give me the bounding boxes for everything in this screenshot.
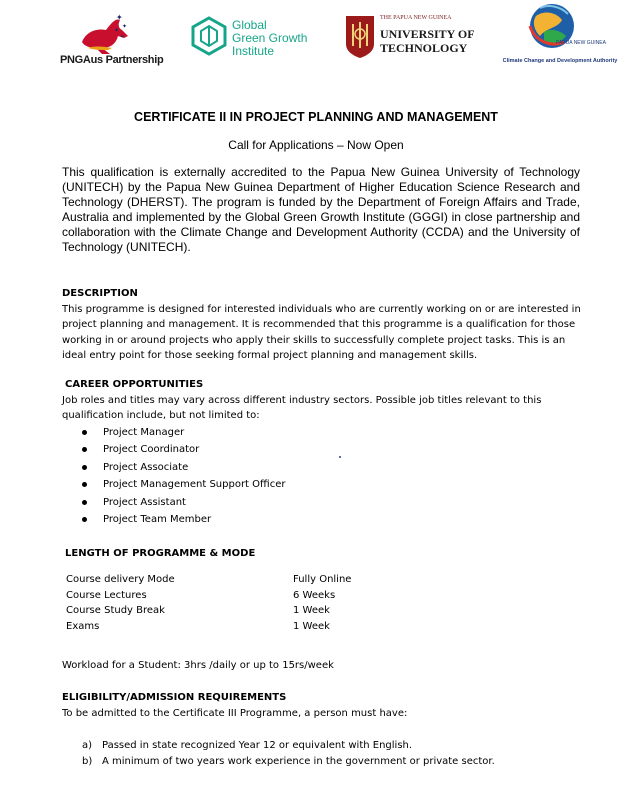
job-title: Project Team Member [103, 514, 212, 525]
eligibility-heading: ELIGIBILITY/ADMISSION REQUIREMENTS [62, 692, 287, 703]
job-title: Project Assistant [103, 496, 186, 508]
gggi-logo [190, 16, 320, 60]
career-section [62, 377, 586, 529]
job-title: Project Coordinator [103, 444, 200, 455]
intro-paragraph: This qualification is externally accredited to the Papua New Guinea University of Technology (UNITECH) by the Papua New Guinea Department of Higher Education Science Research and Technology (DHERST). The program is funded by the Department of Foreign Affairs and Trade, Australia and implemented by the Global Green Growth Institute (GGGI) in close partnership and collaboration with the Climate Change and Development Authority (CCDA) and the University of Technology (UNITECH). [62, 165, 580, 254]
table-row [66, 588, 486, 604]
gggi-hexagon-icon [190, 16, 228, 56]
requirement-text: A minimum of two years work experience in the government or private sector. [102, 756, 495, 767]
description-section [62, 286, 586, 364]
document-subtitle: Call for Applications – Now Open [228, 138, 404, 152]
table-row [66, 619, 486, 635]
ccda-logo [500, 2, 620, 68]
bullet-icon [82, 500, 87, 505]
unitech-crest-icon [344, 14, 376, 58]
length-section [62, 546, 586, 562]
list-item [62, 494, 586, 512]
programme-mode-table [66, 572, 486, 634]
job-title: Project Management Support Officer [103, 479, 286, 490]
eligibility-text: To be admitted to the Certificate III Programme, a person must have: [62, 707, 408, 719]
svg-text:✦: ✦ [120, 34, 125, 40]
pngaus-logo-text: PNGAus Partnership [60, 54, 164, 66]
list-item [62, 754, 586, 770]
pngaus-partnership-logo [58, 8, 162, 70]
ccda-logo-arc-text: PAPUA NEW GUINEA [556, 40, 606, 46]
requirement-list [62, 738, 586, 770]
job-title-list [62, 424, 586, 529]
kangaroo-icon [58, 8, 162, 56]
mode-value: 1 Week [293, 605, 330, 616]
ccda-globe-icon [500, 2, 620, 58]
bullet-icon [82, 447, 87, 452]
mode-value: Fully Online [293, 574, 352, 585]
bullet-icon [82, 517, 87, 522]
bullet-icon [82, 430, 87, 435]
svg-text:✦: ✦ [122, 24, 128, 30]
eligibility-section [62, 690, 586, 770]
ccda-logo-text: Climate Change and Development Authority [502, 58, 618, 64]
length-heading: LENGTH OF PROGRAMME & MODE [65, 548, 256, 559]
list-marker: a) [82, 740, 93, 751]
mode-label: Course Lectures [66, 589, 147, 601]
description-heading: DESCRIPTION [62, 288, 138, 299]
list-item [62, 441, 586, 459]
list-item [62, 424, 586, 442]
job-title: Project Associate [103, 461, 189, 473]
unitech-logo [344, 14, 474, 58]
unitech-logo-line2: TECHNOLOGY [380, 41, 468, 55]
career-heading: CAREER OPPORTUNITIES [65, 379, 204, 390]
table-row [66, 572, 486, 588]
mode-label: Course Study Break [66, 605, 165, 616]
list-item [62, 511, 586, 529]
unitech-logo-line1: UNIVERSITY OF [380, 27, 475, 41]
workload-text: Workload for a Student: 3hrs /daily or up to 15rs/week [62, 660, 334, 671]
bullet-icon [82, 482, 87, 487]
svg-text:✦: ✦ [114, 28, 120, 34]
bullet-icon [82, 465, 87, 470]
list-item [62, 476, 586, 494]
unitech-logo-top-text: THE PAPUA NEW GUINEA [380, 15, 452, 21]
career-text: Job roles and titles may vary across different industry sectors. Possible job titles relevant to this qualification include, but not limited to: [62, 394, 542, 421]
svg-text:✦: ✦ [116, 13, 123, 22]
mode-value: 6 Weeks [293, 589, 336, 601]
mode-value: 1 Week [293, 620, 330, 632]
mode-label: Course delivery Mode [66, 574, 175, 585]
list-item [62, 459, 586, 477]
list-marker: b) [82, 756, 93, 767]
job-title: Project Manager [103, 426, 185, 438]
mode-label: Exams [66, 620, 100, 632]
logo-bar [0, 0, 632, 78]
description-text: This programme is designed for interested individuals who are currently working on or are interested in project planning and management. It is recommended that this programme is a qualification for those working in or around projects who apply their skills to successfully complete project tasks. This is an ideal entry point for those seeking formal project planning and management skills. [62, 303, 581, 361]
document-title: CERTIFICATE II IN PROJECT PLANNING AND MANAGEMENT [134, 110, 498, 124]
table-row [66, 603, 486, 619]
requirement-text: Passed in state recognized Year 12 or equivalent with English. [102, 740, 413, 751]
gggi-logo-text: Global Green Growth Institute [232, 18, 308, 58]
list-item [62, 738, 586, 754]
stray-mark [339, 456, 341, 458]
